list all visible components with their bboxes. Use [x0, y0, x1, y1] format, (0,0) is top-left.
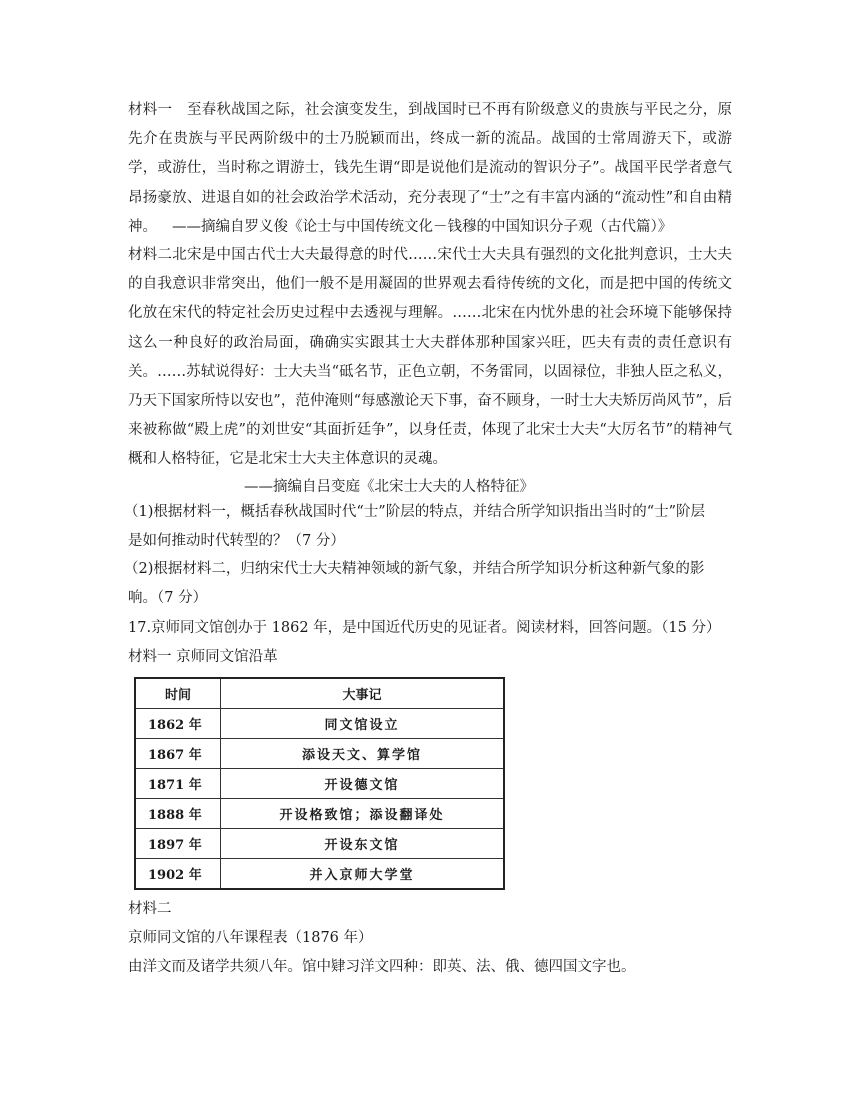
table-row	[135, 709, 504, 739]
material-1-source: ——摘编自罗义俊《论士与中国传统文化－钱穆的中国知识分子观（古代篇）》	[172, 219, 673, 235]
row-event: 添设天文、算学馆	[221, 739, 505, 769]
table-row	[135, 799, 504, 829]
material-2-text: 材料二北宋是中国古代士大夫最得意的时代……宋代士大夫具有强烈的文化批判意识，士大夫的自我意识非常突出，他们一般不是用凝固的世界观去看待传统的文化，而是把中国的传统文化放在宋代的特定社会历史过程中去透视与理解。……北宋在内忧外患的社会环境下能够保持这么一种良好的政治局面，确确实实跟其士大夫群体那种国家兴旺，匹夫有责的责任意识有关。……苏轼说得好：士大夫当“砥名节，正色立朝，不务雷同，以固禄位，非独人臣之私义，乃天下国家所恃以安也”，范仲淹则“每感激论天下事，奋不顾身，一时士大夫矫厉尚风节”，后来被称做“殿上虎”的刘世安“其面折廷争”，以身任责，体现了北宋士大夫“大厉名节”的精神气概和人格特征，它是北宋士大夫主体意识的灵魂。	[128, 247, 732, 468]
q17-material-2-title: 京师同文馆的八年课程表（1876 年）	[128, 930, 373, 946]
question-2-line-2: 响。（7 分）	[128, 590, 208, 606]
material-2-source: ——摘编自吕变庭《北宋士大夫的人格特征》	[244, 479, 534, 495]
header-events: 大事记	[221, 678, 505, 709]
table-row	[135, 769, 504, 799]
table-row	[135, 739, 504, 769]
row-event: 开设东文馆	[221, 829, 505, 859]
row-year: 1902 年	[135, 859, 221, 890]
header-time: 时间	[135, 678, 221, 709]
material-1-text: 材料一 至春秋战国之际，社会演变发生，到战国时已不再有阶级意义的贵族与平民之分，原先介在贵族与平民两阶级中的士乃脱颖而出，终成一新的流品。战国的士常周游天下，或游学，或游仕，当时称之谓游士，钱先生谓“即是说他们是流动的智识分子”。战国平民学者意气昂扬豪放、进退自如的社会政治学术活动，充分表现了“士”之有丰富内涵的“流动性”和自由精神。	[128, 102, 732, 235]
question-17-intro: 17.京师同文馆创办于 1862 年，是中国近代历史的见证者。阅读材料，回答问题。（15 分）	[128, 620, 721, 636]
q17-material-1-title: 材料一 京师同文馆沿革	[128, 649, 278, 665]
table-header-row	[135, 678, 504, 709]
table-row	[135, 829, 504, 859]
question-1-line-2: 是如何推动时代转型的？（7 分）	[128, 533, 345, 549]
q17-material-2-label: 材料二	[128, 901, 172, 917]
row-year: 1888 年	[135, 799, 221, 829]
row-year: 1871 年	[135, 769, 221, 799]
question-2-line-1: （2)根据材料二，归纳宋代士大夫精神领域的新气象，并结合所学知识分析这种新气象的影	[124, 561, 705, 577]
q17-material-2-text: 由洋文而及诸学共须八年。馆中肄习洋文四种：即英、法、俄、德四国文字也。	[128, 959, 636, 975]
row-year: 1862 年	[135, 709, 221, 739]
row-event: 并入京师大学堂	[221, 859, 505, 890]
table-row	[135, 859, 504, 890]
history-table	[134, 677, 505, 890]
row-event: 同文馆设立	[221, 709, 505, 739]
row-year: 1897 年	[135, 829, 221, 859]
row-event: 开设德文馆	[221, 769, 505, 799]
row-event: 开设格致馆；添设翻译处	[221, 799, 505, 829]
question-1-line-1: （1)根据材料一，概括春秋战国时代“士”阶层的特点，并结合所学知识指出当时的“士”阶层	[124, 504, 706, 520]
row-year: 1867 年	[135, 739, 221, 769]
